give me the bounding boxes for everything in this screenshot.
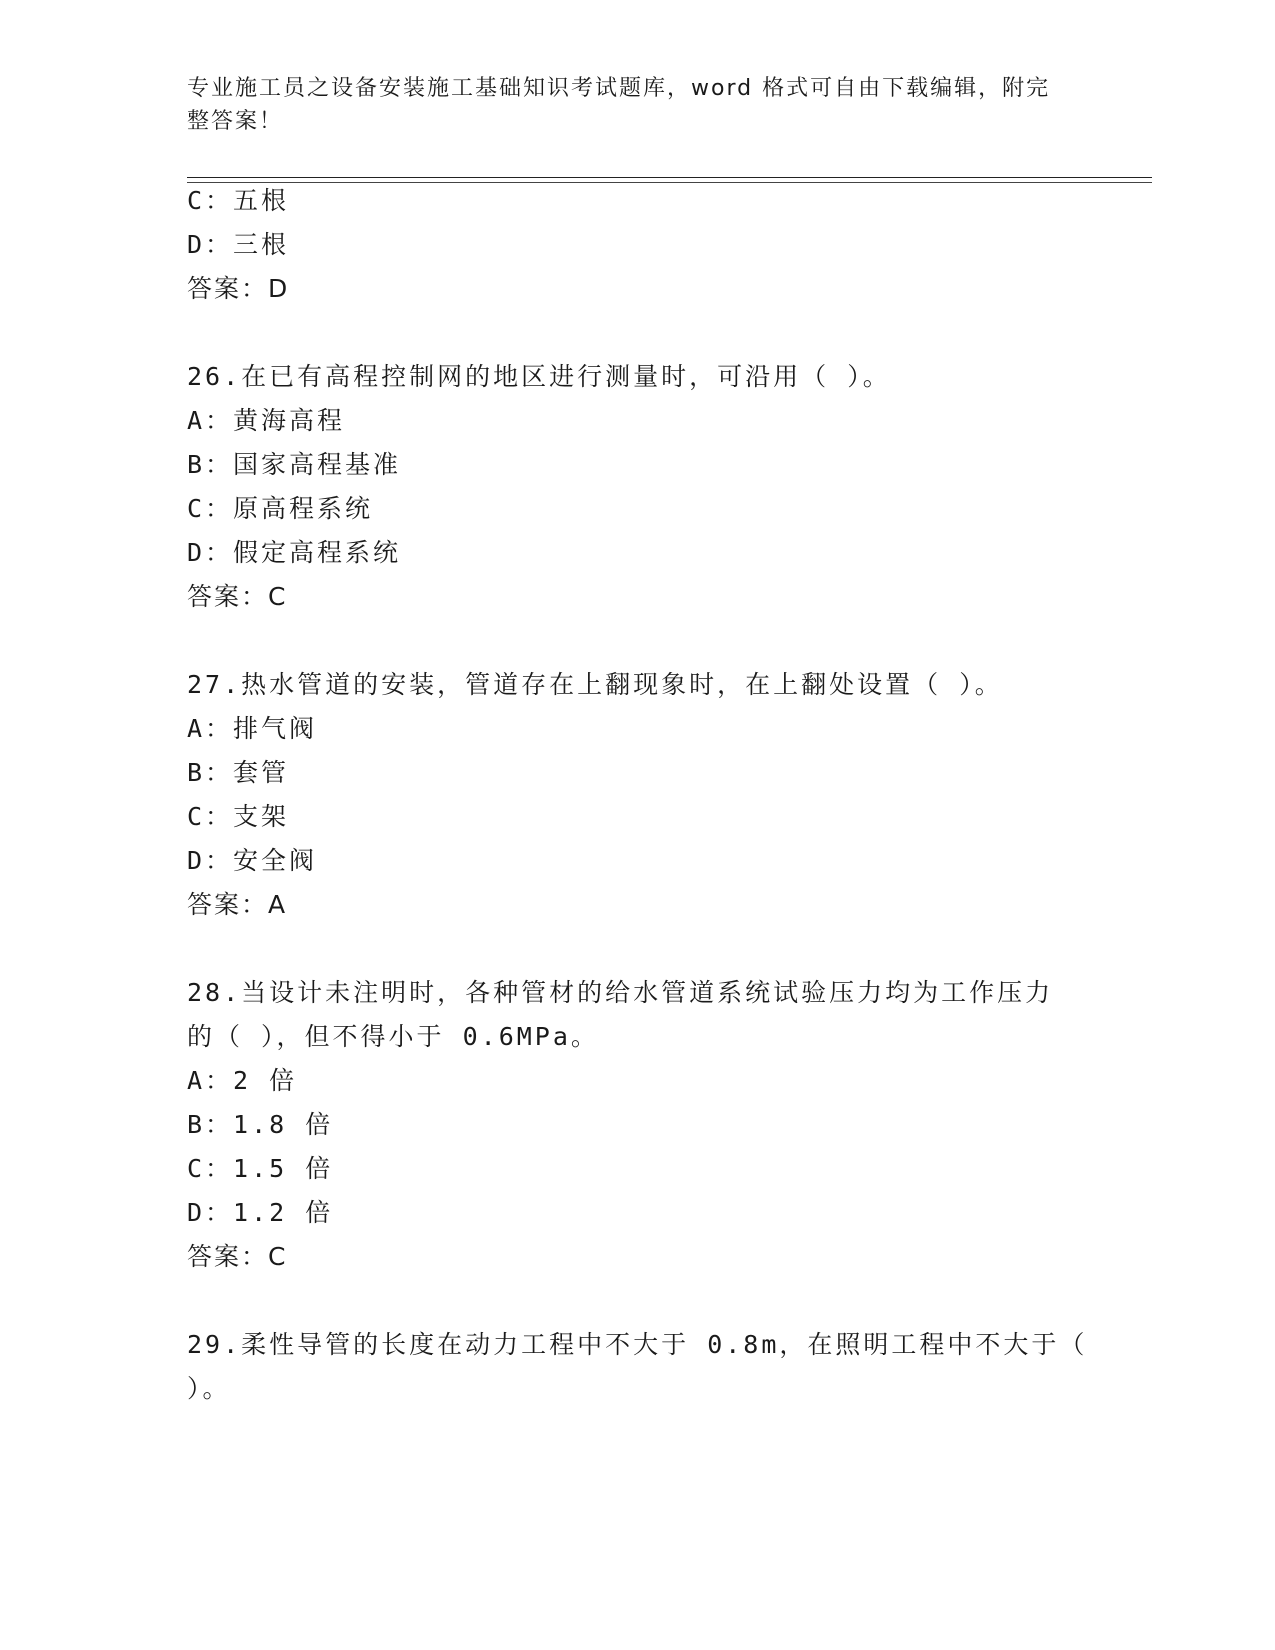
q28-answer: 答案：C [187, 1242, 288, 1271]
q28-option-b: B：1.8 倍 [187, 1110, 334, 1139]
q26-option-c: C：原高程系统 [187, 494, 374, 523]
q26-option-a: A：黄海高程 [187, 406, 346, 435]
q27-option-c: C：支架 [187, 802, 290, 831]
q27-stem: 27.热水管道的安装，管道存在上翻现象时，在上翻处设置（ ）。 [187, 670, 1003, 699]
document-header [187, 72, 1067, 138]
header-line-2: 整答案！ [187, 109, 284, 134]
q28-option-a: A：2 倍 [187, 1066, 298, 1095]
q28-option-d: D：1.2 倍 [187, 1198, 334, 1227]
q27-option-b: B：套管 [187, 758, 290, 787]
prev-option-d: D：三根 [187, 230, 290, 259]
q29-stem-line-1: 29.柔性导管的长度在动力工程中不大于 0.8m，在照明工程中不大于（ [187, 1330, 1088, 1359]
q26-stem: 26.在已有高程控制网的地区进行测量时，可沿用（ ）。 [187, 362, 891, 391]
header-divider-thin [187, 182, 1152, 183]
q26-option-b: B：国家高程基准 [187, 450, 402, 479]
q28-stem-line-1: 28.当设计未注明时，各种管材的给水管道系统试验压力均为工作压力 [187, 978, 1054, 1007]
q28-stem-line-2: 的（ ），但不得小于 0.6MPa。 [187, 1022, 599, 1051]
prev-answer: 答案：D [187, 274, 290, 303]
q27-answer: 答案：A [187, 890, 288, 919]
q27-option-d: D：安全阀 [187, 846, 318, 875]
prev-option-c: C：五根 [187, 186, 290, 215]
q26-answer: 答案：C [187, 582, 288, 611]
header-line-1: 专业施工员之设备安装施工基础知识考试题库，word 格式可自由下载编辑，附完 [187, 76, 1051, 101]
q26-option-d: D：假定高程系统 [187, 538, 402, 567]
q28-option-c: C：1.5 倍 [187, 1154, 334, 1183]
header-divider-thick [187, 177, 1152, 178]
q27-option-a: A：排气阀 [187, 714, 318, 743]
q29-stem-line-2: ）。 [187, 1374, 231, 1403]
